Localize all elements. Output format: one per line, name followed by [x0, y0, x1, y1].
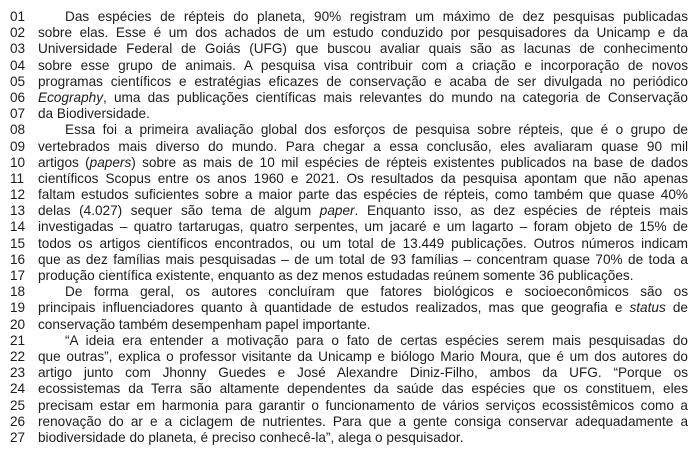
italic-text-segment: papers — [89, 154, 132, 170]
text-segment: científicos Scopus entre os anos 1960 e 2021. Os resultados da pesquisa apontam que não apenas — [38, 170, 688, 186]
line-number: 02 — [10, 25, 26, 41]
line-text — [38, 317, 688, 333]
italic-text-segment: Ecography — [38, 89, 103, 105]
text-line — [0, 41, 699, 57]
text-line — [0, 9, 699, 25]
line-number: 25 — [10, 397, 26, 413]
text-segment: produção científica existente, enquanto as dez menos estudadas reúnem somente 36 publicações. — [38, 268, 634, 283]
text-line — [0, 284, 699, 300]
line-number: 26 — [10, 413, 26, 429]
text-segment: faltam estudos suficientes sobre a maior parte das espécies de répteis, como também que quase 40% — [38, 187, 688, 203]
line-number: 22 — [10, 348, 26, 364]
text-segment: ecossistemas da Terra são altamente dependentes da saúde das espécies que os constituem, eles — [38, 381, 688, 397]
text-segment: principais influenciadores quanto à quantidade de estudos realizados, mas que geografia e — [38, 300, 630, 316]
text-segment: investigadas – quatro tartarugas, quatro serpentes, um jacaré e um lagarto – foram objeto de 15% de — [38, 219, 688, 235]
text-segment: Essa foi a primeira avaliação global dos esforços de pesquisa sobre répteis, que é o grupo de — [65, 122, 688, 138]
text-line — [0, 236, 699, 252]
line-text — [38, 414, 688, 430]
text-segment: delas (4.027) sequer são tema de algum — [38, 203, 320, 219]
line-text — [38, 90, 688, 106]
text-segment: renovação do ar e a ciclagem de nutrientes. Para que a gente consiga conservar adequadamente a — [38, 413, 688, 429]
text-segment: ) sobre as mais de 10 mil espécies de répteis existentes publicados na base de dados — [131, 154, 688, 170]
text-line — [0, 74, 699, 90]
text-segment: Das espécies de répteis do planeta, 90% registram um máximo de dez pesquisas publicadas — [65, 9, 688, 24]
text-line — [0, 155, 699, 171]
line-number: 21 — [10, 332, 26, 348]
text-line — [0, 219, 699, 235]
line-text — [38, 381, 688, 397]
line-number: 18 — [10, 284, 26, 300]
line-text — [38, 106, 688, 122]
line-text — [38, 9, 688, 25]
text-line — [0, 252, 699, 268]
text-line — [0, 414, 699, 430]
line-text — [38, 219, 688, 235]
text-line — [0, 203, 699, 219]
line-number: 07 — [10, 106, 26, 122]
line-text — [38, 171, 688, 187]
text-segment: sobre elas. Esse é um dos achados de um estudo conduzido por pesquisadores da Unicamp e da — [38, 25, 688, 41]
line-number: 27 — [10, 429, 26, 445]
italic-text-segment: status — [629, 300, 666, 316]
text-line — [0, 187, 699, 203]
line-text — [38, 25, 688, 41]
line-number: 08 — [10, 122, 26, 138]
text-segment: , uma das publicações científicas mais relevantes do mundo na categoria de Conservação — [103, 89, 688, 105]
text-segment: Universidade Federal de Goiás (UFG) que buscou avaliar quais são as lacunas de conhecimento — [38, 41, 688, 57]
line-number: 16 — [10, 251, 26, 267]
line-number: 14 — [10, 219, 26, 235]
line-text — [38, 203, 688, 219]
line-number: 05 — [10, 73, 26, 89]
line-number: 01 — [10, 9, 26, 24]
text-line — [0, 139, 699, 155]
text-segment: “A ideia era entender a motivação para o fato de certas espécies serem mais pesquisadas do — [65, 332, 688, 348]
italic-text-segment: paper — [319, 203, 355, 219]
line-number: 17 — [10, 268, 26, 283]
line-text — [38, 139, 688, 155]
text-line — [0, 25, 699, 41]
text-segment: que outras”, explica o professor visitante da Unicamp e biólogo Mario Moura, que é um dos autores do — [38, 348, 688, 364]
text-segment: da Biodiversidade. — [38, 106, 150, 122]
text-line — [0, 300, 699, 316]
line-text — [38, 155, 688, 171]
line-number: 03 — [10, 41, 26, 57]
line-number: 10 — [10, 154, 26, 170]
line-text — [38, 187, 688, 203]
text-line — [0, 430, 699, 446]
line-text — [38, 284, 688, 300]
text-line — [0, 58, 699, 74]
text-segment: programas científicos e estratégias eficazes de conservação e acaba de ser divulgada no periódico — [38, 73, 688, 89]
line-text — [38, 41, 688, 57]
text-segment: que as dez famílias mais pesquisadas – de um total de 93 famílias – concentram quase 70% de toda a — [38, 251, 688, 267]
line-text — [38, 430, 688, 446]
line-number: 13 — [10, 203, 26, 219]
text-line — [0, 398, 699, 414]
line-text — [38, 300, 688, 316]
line-number: 19 — [10, 300, 26, 316]
line-text — [38, 268, 688, 284]
line-number: 09 — [10, 138, 26, 154]
text-segment: precisam estar em harmonia para garantir o funcionamento de vários serviços ecossistêmicos como a — [38, 397, 688, 413]
line-number: 04 — [10, 57, 26, 73]
line-number: 06 — [10, 89, 26, 105]
text-body — [0, 9, 699, 446]
text-line — [0, 317, 699, 333]
line-number: 20 — [10, 316, 26, 332]
text-line — [0, 90, 699, 106]
line-text — [38, 349, 688, 365]
text-line — [0, 349, 699, 365]
text-segment: todos os artigos científicos encontrados, ou um total de 13.449 publicações. Outros números indicam — [38, 235, 688, 251]
line-text — [38, 252, 688, 268]
line-number: 24 — [10, 381, 26, 397]
line-text — [38, 122, 688, 138]
line-text — [38, 58, 688, 74]
text-segment: . Enquanto isso, as dez espécies de répteis mais — [354, 203, 688, 219]
text-segment: De forma geral, os autores concluíram que fatores biológicos e socioeconômicos são os — [65, 284, 688, 300]
text-segment: artigos ( — [38, 154, 90, 170]
text-line — [0, 268, 699, 284]
text-segment: sobre esse grupo de animais. A pesquisa visa contribuir com a criação e incorporação de novos — [38, 57, 688, 73]
line-number: 11 — [10, 170, 25, 186]
line-text — [38, 236, 688, 252]
text-line — [0, 171, 699, 187]
text-segment: artigo junto com Jhonny Guedes e José Alexandre Diniz-Filho, ambos da UFG. “Porque os — [38, 365, 688, 381]
text-segment: conservação também desempenham papel importante. — [38, 316, 371, 332]
text-line — [0, 122, 699, 138]
line-number: 15 — [10, 235, 26, 251]
text-line — [0, 106, 699, 122]
line-text — [38, 398, 688, 414]
text-line — [0, 333, 699, 349]
text-segment: de — [665, 300, 688, 316]
text-line — [0, 365, 699, 381]
line-text — [38, 333, 688, 349]
text-segment: vertebrados mais diverso do mundo. Para chegar a essa conclusão, eles avaliaram quase 90 mil — [38, 138, 688, 154]
line-text — [38, 74, 688, 90]
text-segment: biodiversidade do planeta, é preciso conhecê-la”, alega o pesquisador. — [38, 429, 464, 445]
line-number: 23 — [10, 365, 26, 381]
text-line — [0, 381, 699, 397]
line-text — [38, 365, 688, 381]
line-number: 12 — [10, 187, 26, 203]
